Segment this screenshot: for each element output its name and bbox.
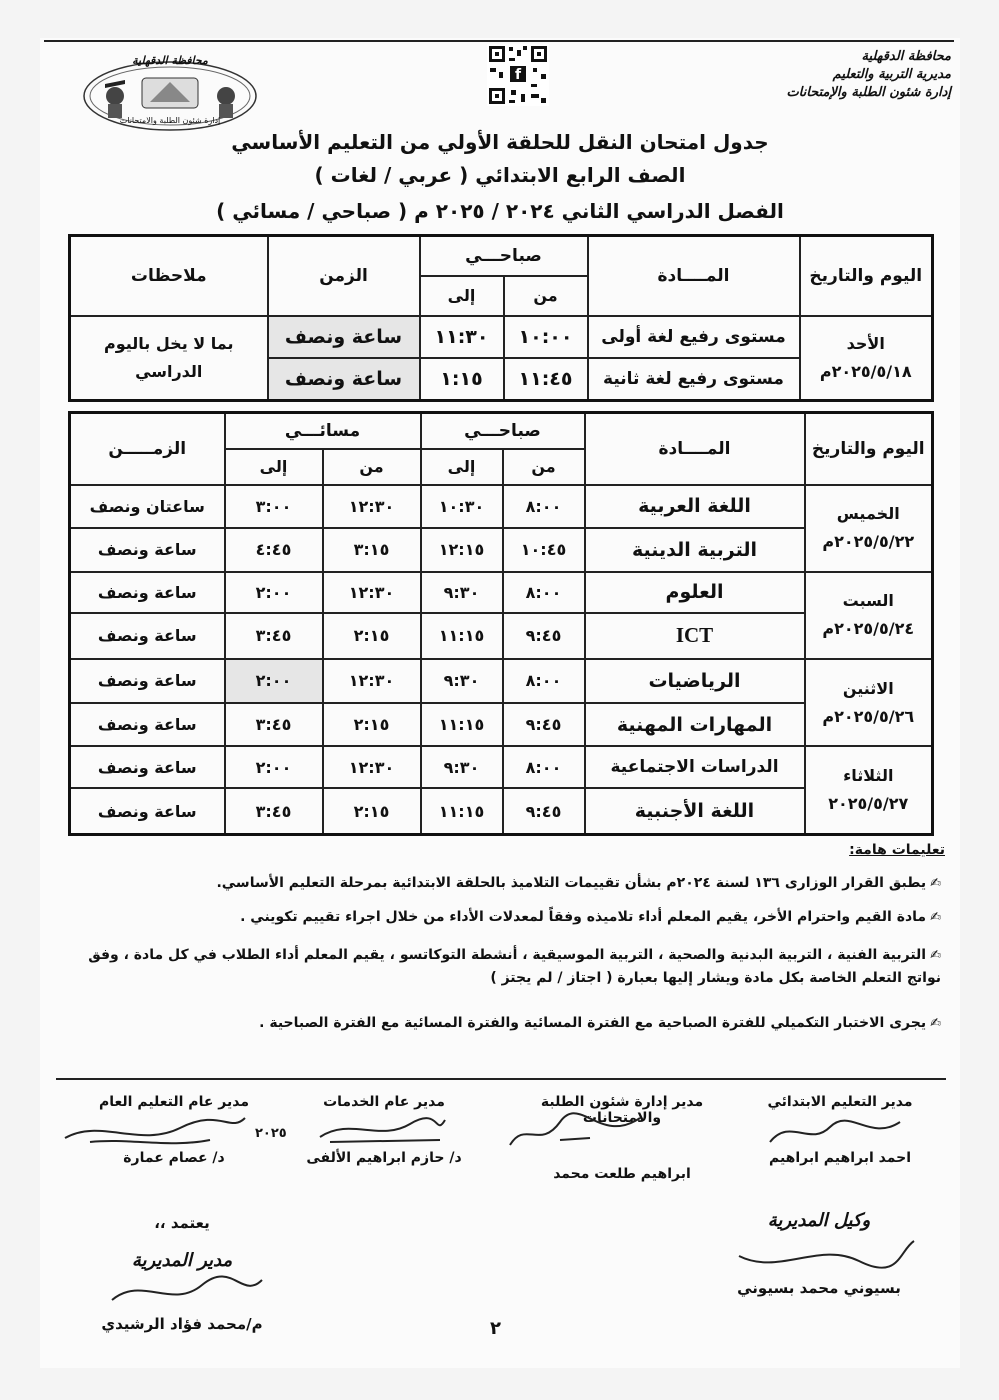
day-date: ٢٠٢٥/٥/٢٤م xyxy=(822,619,915,639)
subject-cell: الدراسات الاجتماعية xyxy=(585,746,805,788)
evening-to-cell: ٢:٠٠ xyxy=(225,746,323,788)
from-cell: ١١:٤٥ xyxy=(504,358,588,400)
deputy-title: وكيل المديرية xyxy=(767,1210,871,1231)
pen-icon: ✍ xyxy=(930,948,941,963)
morning-from-cell: ٨:٠٠ xyxy=(503,572,585,613)
issuing-authority xyxy=(721,48,951,102)
morning-from-cell: ١٠:٤٥ xyxy=(503,528,585,572)
subject-cell: المهارات المهنية xyxy=(585,703,805,747)
evening-from-cell: ٣:١٥ xyxy=(323,528,421,572)
morning-to-header: إلى xyxy=(421,449,503,485)
day-cell xyxy=(800,316,933,401)
from-header: من xyxy=(504,276,588,316)
table-row xyxy=(70,659,933,703)
page-number: ٢ xyxy=(490,1318,501,1339)
signatory-name: د/ حازم ابراهيم الألفى xyxy=(306,1150,462,1166)
evening-to-cell: ٣:٤٥ xyxy=(225,703,323,747)
subject-cell: العلوم xyxy=(585,572,805,613)
approval-title: مدير المديرية xyxy=(131,1250,233,1271)
signature-divider xyxy=(56,1078,946,1080)
duration-header: الزمن xyxy=(268,236,420,316)
subject-header: المــــادة xyxy=(588,236,800,316)
table-row xyxy=(70,746,933,788)
morning-to-cell: ١٠:٣٠ xyxy=(421,485,503,529)
approval-block xyxy=(92,1214,272,1333)
handwritten-signature xyxy=(760,1112,910,1152)
duration-header: الزمـــــن xyxy=(70,413,225,485)
subject-cell: اللغة العربية xyxy=(585,485,805,529)
grade-title: الصف الرابع الابتدائي ( عربي / لغات ) xyxy=(314,163,686,187)
day-cell xyxy=(805,485,933,572)
table-row xyxy=(70,316,933,358)
day-date: ٢٠٢٥/٥/١٨م xyxy=(819,361,912,381)
deputy-name: بسيوني محمد بسيوني xyxy=(737,1279,901,1297)
logo-arc-text: محافظة الدقهلية xyxy=(132,54,208,67)
to-cell: ١١:٣٠ xyxy=(420,316,504,358)
table-row xyxy=(70,572,933,613)
day-name: الاثنين xyxy=(842,678,894,698)
subject-cell: اللغة الأجنبية xyxy=(585,788,805,834)
to-cell: ١:١٥ xyxy=(420,358,504,400)
notes-header: ملاحظات xyxy=(70,236,268,316)
instruction-item xyxy=(81,872,941,895)
morning-from-cell: ٩:٤٥ xyxy=(503,703,585,747)
pen-icon: ✍ xyxy=(930,876,941,891)
term-title: الفصل الدراسي الثاني ٢٠٢٤ / ٢٠٢٥ م ( صباحي / مسائي ) xyxy=(216,199,784,223)
from-cell: ١٠:٠٠ xyxy=(504,316,588,358)
evening-to-cell: ٤:٤٥ xyxy=(225,528,323,572)
day-date-header: اليوم والتاريخ xyxy=(800,236,933,316)
evening-from-cell: ١٢:٣٠ xyxy=(323,659,421,703)
morning-header: صباحـــي xyxy=(420,236,588,276)
table-row xyxy=(70,485,933,529)
approval-label: يعتمد ،، xyxy=(154,1214,210,1232)
ministry-logo xyxy=(80,52,260,134)
evening-to-cell: ٢:٠٠ xyxy=(225,659,323,703)
day-date: ٢٠٢٥/٥/٢٢م xyxy=(822,532,915,552)
department: إدارة شئون الطلبة والإمتحانات xyxy=(786,85,951,100)
evening-to-cell: ٣:٠٠ xyxy=(225,485,323,529)
morning-to-cell: ١١:١٥ xyxy=(421,788,503,834)
handwritten-signature xyxy=(260,1112,450,1152)
evening-from-header: من xyxy=(323,449,421,485)
table-row xyxy=(70,528,933,572)
morning-from-cell: ٨:٠٠ xyxy=(503,659,585,703)
day-name: الخميس xyxy=(836,504,900,524)
duration-cell: ساعة ونصف xyxy=(70,788,225,834)
table-row xyxy=(70,613,933,659)
table-row xyxy=(70,788,933,834)
morning-to-cell: ١١:١٥ xyxy=(421,613,503,659)
exam-title: جدول امتحان النقل للحلقة الأولي من التعليم الأساسي xyxy=(231,130,769,154)
evening-from-cell: ٢:١٥ xyxy=(323,788,421,834)
instructions-heading: تعليمات هامة: xyxy=(849,842,945,858)
duration-cell: ساعة ونصف xyxy=(70,746,225,788)
duration-cell: ساعة ونصف xyxy=(70,528,225,572)
pen-icon: ✍ xyxy=(930,910,941,925)
subject-cell: ICT xyxy=(585,613,805,659)
signatory-title: مدير عام التعليم العام xyxy=(99,1094,249,1110)
handwritten-signature xyxy=(60,1108,250,1153)
deputy-block xyxy=(719,1210,919,1297)
morning-to-cell: ١٢:١٥ xyxy=(421,528,503,572)
evening-from-cell: ١٢:٣٠ xyxy=(323,746,421,788)
day-date: ٢٠٢٥/٥/٢٦م xyxy=(822,706,915,726)
morning-to-cell: ٩:٣٠ xyxy=(421,746,503,788)
day-cell xyxy=(805,572,933,659)
duration-cell: ساعة ونصف xyxy=(268,316,420,358)
handwritten-date: ٢٠٢٥ xyxy=(255,1126,287,1141)
evening-header: مسائـــي xyxy=(225,413,421,449)
signatory-name: ابراهيم طلعت محمد xyxy=(553,1166,691,1182)
instruction-item xyxy=(81,944,941,989)
morning-header: صباحـــي xyxy=(421,413,585,449)
duration-cell: ساعة ونصف xyxy=(70,572,225,613)
morning-to-cell: ٩:٣٠ xyxy=(421,659,503,703)
duration-cell: ساعة ونصف xyxy=(268,358,420,400)
day-cell xyxy=(805,659,933,746)
evening-to-cell: ٢:٠٠ xyxy=(225,572,323,613)
evening-to-header: إلى xyxy=(225,449,323,485)
subject-cell: مستوى رفيع لغة ثانية xyxy=(588,358,800,400)
signatory-name: احمد ابراهيم ابراهيم xyxy=(768,1150,912,1166)
morning-to-cell: ٩:٣٠ xyxy=(421,572,503,613)
subject-cell: التربية الدينية xyxy=(585,528,805,572)
instruction-item xyxy=(81,906,941,929)
evening-from-cell: ٢:١٥ xyxy=(323,703,421,747)
handwritten-signature xyxy=(500,1110,650,1155)
day-name: الثلاثاء xyxy=(843,766,894,786)
morning-to-cell: ١١:١٥ xyxy=(421,703,503,747)
duration-cell: ساعة ونصف xyxy=(70,659,225,703)
day-date-header: اليوم والتاريخ xyxy=(805,413,933,485)
morning-from-cell: ٨:٠٠ xyxy=(503,746,585,788)
evening-to-cell: ٣:٤٥ xyxy=(225,788,323,834)
day-date: ٢٠٢٥/٥/٢٧ xyxy=(828,794,909,814)
morning-from-header: من xyxy=(503,449,585,485)
duration-cell: ساعتان ونصف xyxy=(70,485,225,529)
to-header: إلى xyxy=(420,276,504,316)
morning-from-cell: ٩:٤٥ xyxy=(503,788,585,834)
subject-header: المــــادة xyxy=(585,413,805,485)
exam-schedule-table xyxy=(68,411,934,836)
instruction-text: يجرى الاختبار التكميلي للفترة الصباحية مع الفترة المسائية والفترة المسائية مع الفترة الصباحية . xyxy=(259,1015,927,1031)
evening-from-cell: ١٢:٣٠ xyxy=(323,485,421,529)
handwritten-signature xyxy=(92,1270,272,1310)
day-name: الأحد xyxy=(846,333,885,353)
morning-from-cell: ٩:٤٥ xyxy=(503,613,585,659)
duration-cell: ساعة ونصف xyxy=(70,613,225,659)
evening-from-cell: ١٢:٣٠ xyxy=(323,572,421,613)
day-cell xyxy=(805,746,933,834)
evening-from-cell: ٢:١٥ xyxy=(323,613,421,659)
instruction-text: يطبق القرار الوزارى ١٣٦ لسنة ٢٠٢٤م بشأن تقييمات التلاميذ بالحلقة الابتدائية بمرحلة التعليم الأساسي. xyxy=(216,875,927,891)
qr-code xyxy=(487,44,549,106)
instruction-text: مادة القيم واحترام الأخر، يقيم المعلم أداء تلاميذه وفقاً لمعدلات الأداء من خلال اجراء تقييم تكويني . xyxy=(240,909,927,925)
signatory-title: مدير إدارة شئون الطلبة والامتحانات xyxy=(540,1094,704,1126)
notes-cell: بما لا يخل باليوم الدراسي xyxy=(70,316,268,401)
instruction-item xyxy=(81,1012,941,1035)
table-row xyxy=(70,703,933,747)
morning-from-cell: ٨:٠٠ xyxy=(503,485,585,529)
special-level-table xyxy=(68,234,934,402)
signatory-name: د/ عصام عمارة xyxy=(123,1150,225,1166)
pen-icon: ✍ xyxy=(930,1016,941,1031)
instruction-text: التربية الفنية ، التربية البدنية والصحية ، التربية الموسيقية ، أنشطة التوكاتسو ، يقيم المعلم أداء الطلاب في كل مادة ، وفق نواتج التعلم الخاصة بكل مادة ويشار إليها بعبارة ( اجتاز / لم يجتز ) xyxy=(88,947,941,986)
subject-cell: مستوى رفيع لغة أولى xyxy=(588,316,800,358)
governorate: محافظة الدقهلية xyxy=(861,49,951,64)
handwritten-signature xyxy=(719,1236,919,1276)
evening-to-cell: ٣:٤٥ xyxy=(225,613,323,659)
signatory-title: مدير عام الخدمات xyxy=(323,1094,445,1110)
approval-name: م/محمد فؤاد الرشيدي xyxy=(101,1315,263,1333)
subject-cell: الرياضيات xyxy=(585,659,805,703)
day-name: السبت xyxy=(842,591,894,611)
directorate: مديرية التربية والتعليم xyxy=(832,67,951,82)
logo-caption: إدارة شئون الطلبة والامتحانات xyxy=(119,116,221,125)
duration-cell: ساعة ونصف xyxy=(70,703,225,747)
signatory-title: مدير التعليم الابتدائي xyxy=(767,1094,913,1110)
svg-text:f: f xyxy=(514,67,522,83)
top-border xyxy=(44,40,954,42)
